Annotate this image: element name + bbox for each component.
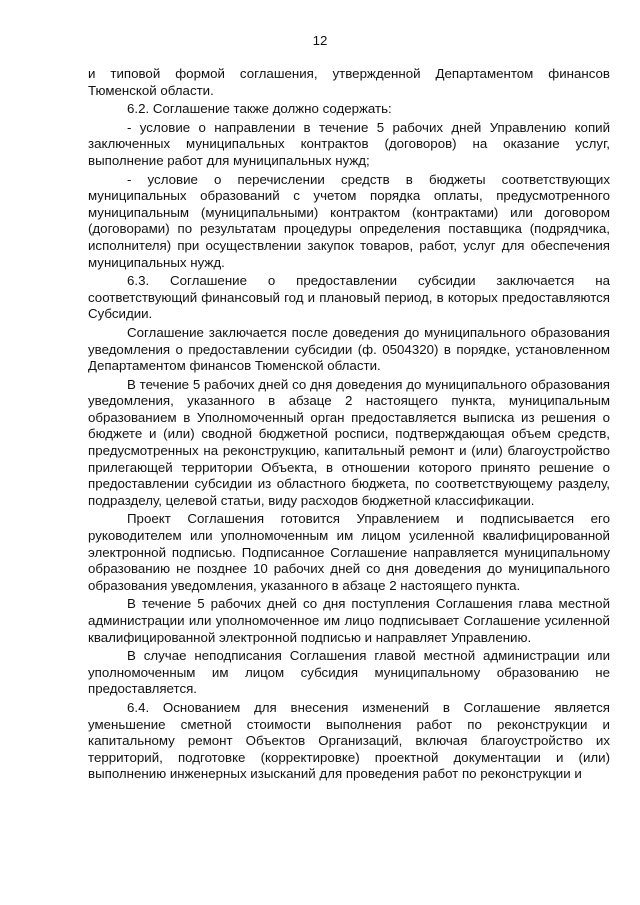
paragraph-draft-agreement: Проект Соглашения готовится Управлением и подписывается его руководителем или уполномоченным им лицом усиленной квалифицированной электронной подписью. Подписанное Соглашение направляется муниципальному образованию не позднее 10 рабочих дней со дня доведения до муниципального образования уведомления, указанного в абзаце 2 настоящего пункта. (88, 511, 610, 593)
list-item-contracts: - условие о направлении в течение 5 рабочих дней Управлению копий заключенных муниципальных контрактов (договоров) на оказание услуг, выполнение работ для муниципальных нужд; (88, 119, 610, 168)
page-number: 12 (312, 33, 328, 48)
document-body (88, 66, 610, 785)
paragraph-6-3: 6.3. Соглашение о предоставлении субсидии заключается на соответствующий финансовый год и плановый период, в которых предоставляются Субсидии. (88, 273, 610, 322)
list-item-transfer: - условие о перечислении средств в бюджеты соответствующих муниципальных образований с учетом порядка оплаты, предусмотренного муниципальным (муниципальными) контрактом (контрактами) или договором (договорами) по результатам процедуры определения поставщика (подрядчика, исполнителя) при осуществлении закупок товаров, работ, услуг для обеспечения муниципальных нужд. (88, 171, 610, 270)
paragraph-continuation: и типовой формой соглашения, утвержденной Департаментом финансов Тюменской области. (88, 66, 610, 98)
paragraph-6-2: 6.2. Соглашение также должно содержать: (127, 101, 392, 117)
paragraph-not-signed: В случае неподписания Соглашения главой местной администрации или уполномоченным им лицом субсидия муниципальному образованию не предоставляется. (88, 648, 610, 697)
paragraph-6-4: 6.4. Основанием для внесения изменений в Соглашение является уменьшение сметной стоимости выполнения работ по реконструкции и капитальному ремонт Объектов Организаций, включая благоустройство их территорий, подготовке (корректировке) проектной документации и (или) выполнению инженерных изысканий для проведения работ по реконструкции и (88, 699, 610, 782)
paragraph-signing: В течение 5 рабочих дней со дня поступления Соглашения глава местной администрации или уполномоченное им лицо подписывает Соглашение усиленной квалифицированной электронной подписью и направляет Управлению. (88, 596, 610, 645)
paragraph-agreement-concluded: Соглашение заключается после доведения до муниципального образования уведомления о предоставлении субсидии (ф. 0504320) в порядке, установленном Департаментом финансов Тюменской области. (88, 324, 610, 374)
paragraph-budget-extract: В течение 5 рабочих дней со дня доведения до муниципального образования уведомления, указанного в абзаце 2 настоящего пункта, муниципальным образованием в Уполномоченный орган предоставляется выписка из решения о бюджете и (или) сводной бюджетной росписи, подтверждающая объем средств, предусмотренных на реконструкцию, капитальный ремонт и (или) благоустройство прилегающей территории Объекта, в отношении которого принято решение о предоставлении субсидии из областного бюджета, по соответствующему разделу, подразделу, целевой статьи, виду расходов бюджетной классификации. (88, 376, 610, 508)
